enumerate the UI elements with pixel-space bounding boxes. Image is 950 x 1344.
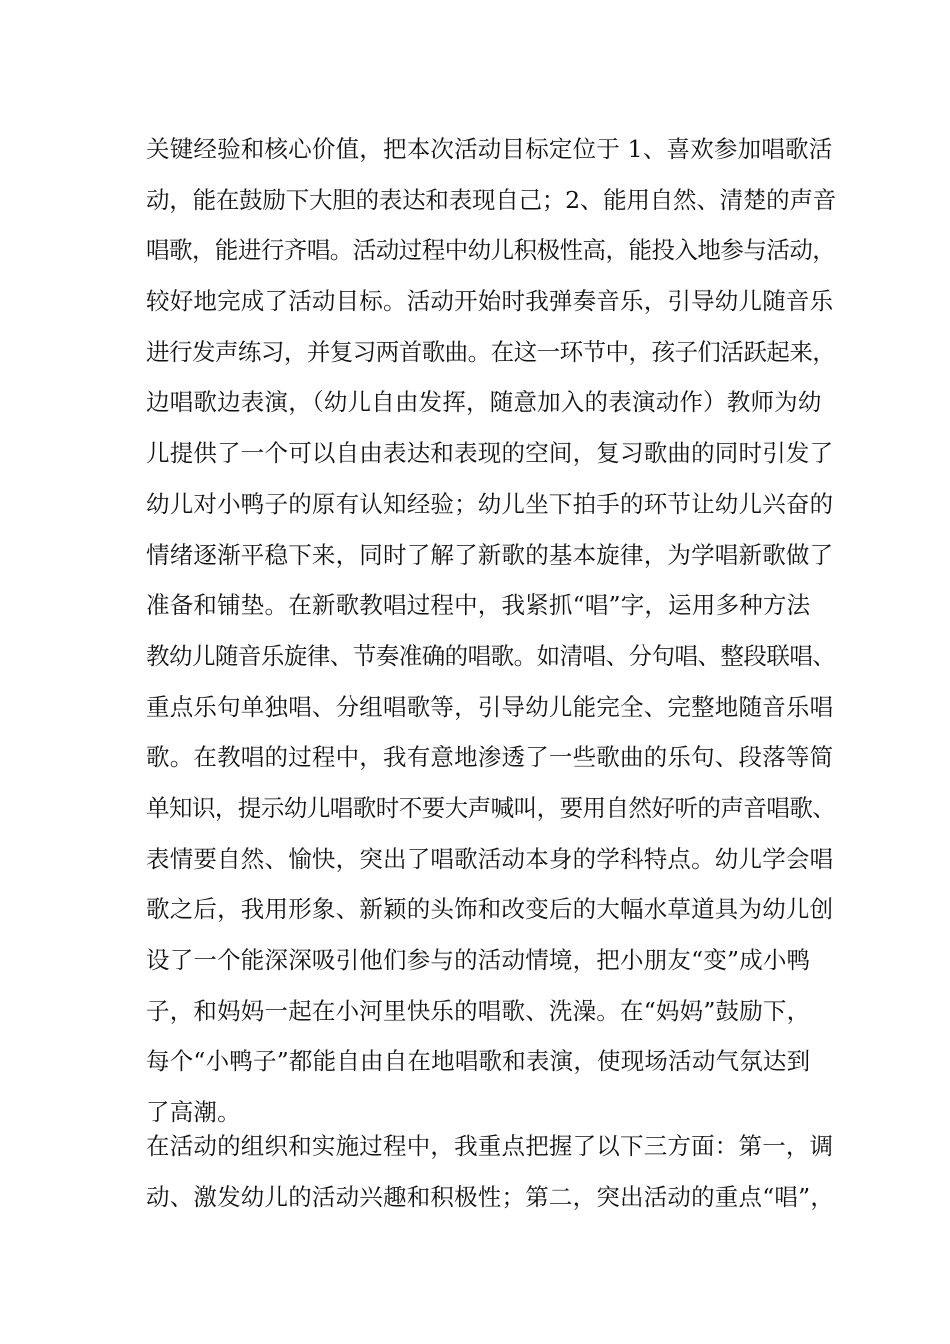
text-line: 动、激发幼儿的活动兴趣和积极性；第二，突出活动的重点“唱”， xyxy=(146,1182,835,1211)
paragraph-1 xyxy=(146,124,837,1138)
text-line: 准备和铺垫。在新歌教唱过程中，我紧抓“唱”字，运用多种方法 xyxy=(146,591,811,620)
text-line: 歌之后，我用形象、新颖的头饰和改变后的大幅水草道具为幼儿创 xyxy=(146,895,834,924)
text-line: 关键经验和核心价值，把本次活动目标定位于 1、喜欢参加唱歌活 xyxy=(146,135,833,163)
text-line: 在活动的组织和实施过程中，我重点把握了以下三方面：第一，调 xyxy=(146,1132,834,1160)
text-line: 进行发声练习，并复习两首歌曲。在这一环节中，孩子们活跃起来， xyxy=(146,337,836,366)
text-line: 每个“小鸭子”都能自由自在地唱歌和表演，使现场活动气氛达到 xyxy=(146,1047,811,1076)
paragraph-2 xyxy=(146,1121,835,1222)
text-line: 重点乐句单独唱、分组唱歌等，引导幼儿能完全、完整地随音乐唱 xyxy=(146,692,834,721)
text-line: 较好地完成了活动目标。活动开始时我弹奏音乐，引导幼儿随音乐 xyxy=(146,287,834,316)
text-line: 儿提供了一个可以自由表达和表现的空间，复习歌曲的同时引发了 xyxy=(146,439,834,468)
text-line: 唱歌，能进行齐唱。活动过程中幼儿积极性高，能投入地参与活动， xyxy=(146,236,836,265)
text-line: 子，和妈妈一起在小河里快乐的唱歌、洗澡。在“妈妈”鼓励下， xyxy=(146,996,811,1025)
text-line: 教幼儿随音乐旋律、节奏准确的唱歌。如清唱、分句唱、整段联唱、 xyxy=(146,641,836,670)
text-line: 歌。在教唱的过程中，我有意地渗透了一些歌曲的乐句、段落等简 xyxy=(146,743,834,772)
text-line: 幼儿对小鸭子的原有认知经验；幼儿坐下拍手的环节让幼儿兴奋的 xyxy=(146,489,834,518)
text-line: 情绪逐渐平稳下来，同时了解了新歌的基本旋律，为学唱新歌做了 xyxy=(146,540,834,569)
text-line: 边唱歌边表演，（幼儿自由发挥，随意加入的表演动作）教师为幼 xyxy=(146,388,822,417)
text-line: 了高潮。 xyxy=(146,1098,241,1127)
text-line: 表情要自然、愉快，突出了唱歌活动本身的学科特点。幼儿学会唱 xyxy=(146,844,834,873)
text-line: 动，能在鼓励下大胆的表达和表现自己；2、能用自然、清楚的声音 xyxy=(146,185,837,214)
text-line: 单知识，提示幼儿唱歌时不要大声喊叫，要用自然好听的声音唱歌、 xyxy=(146,793,836,822)
text-line: 设了一个能深深吸引他们参与的活动情境，把小朋友“变”成小鸭 xyxy=(146,946,811,974)
